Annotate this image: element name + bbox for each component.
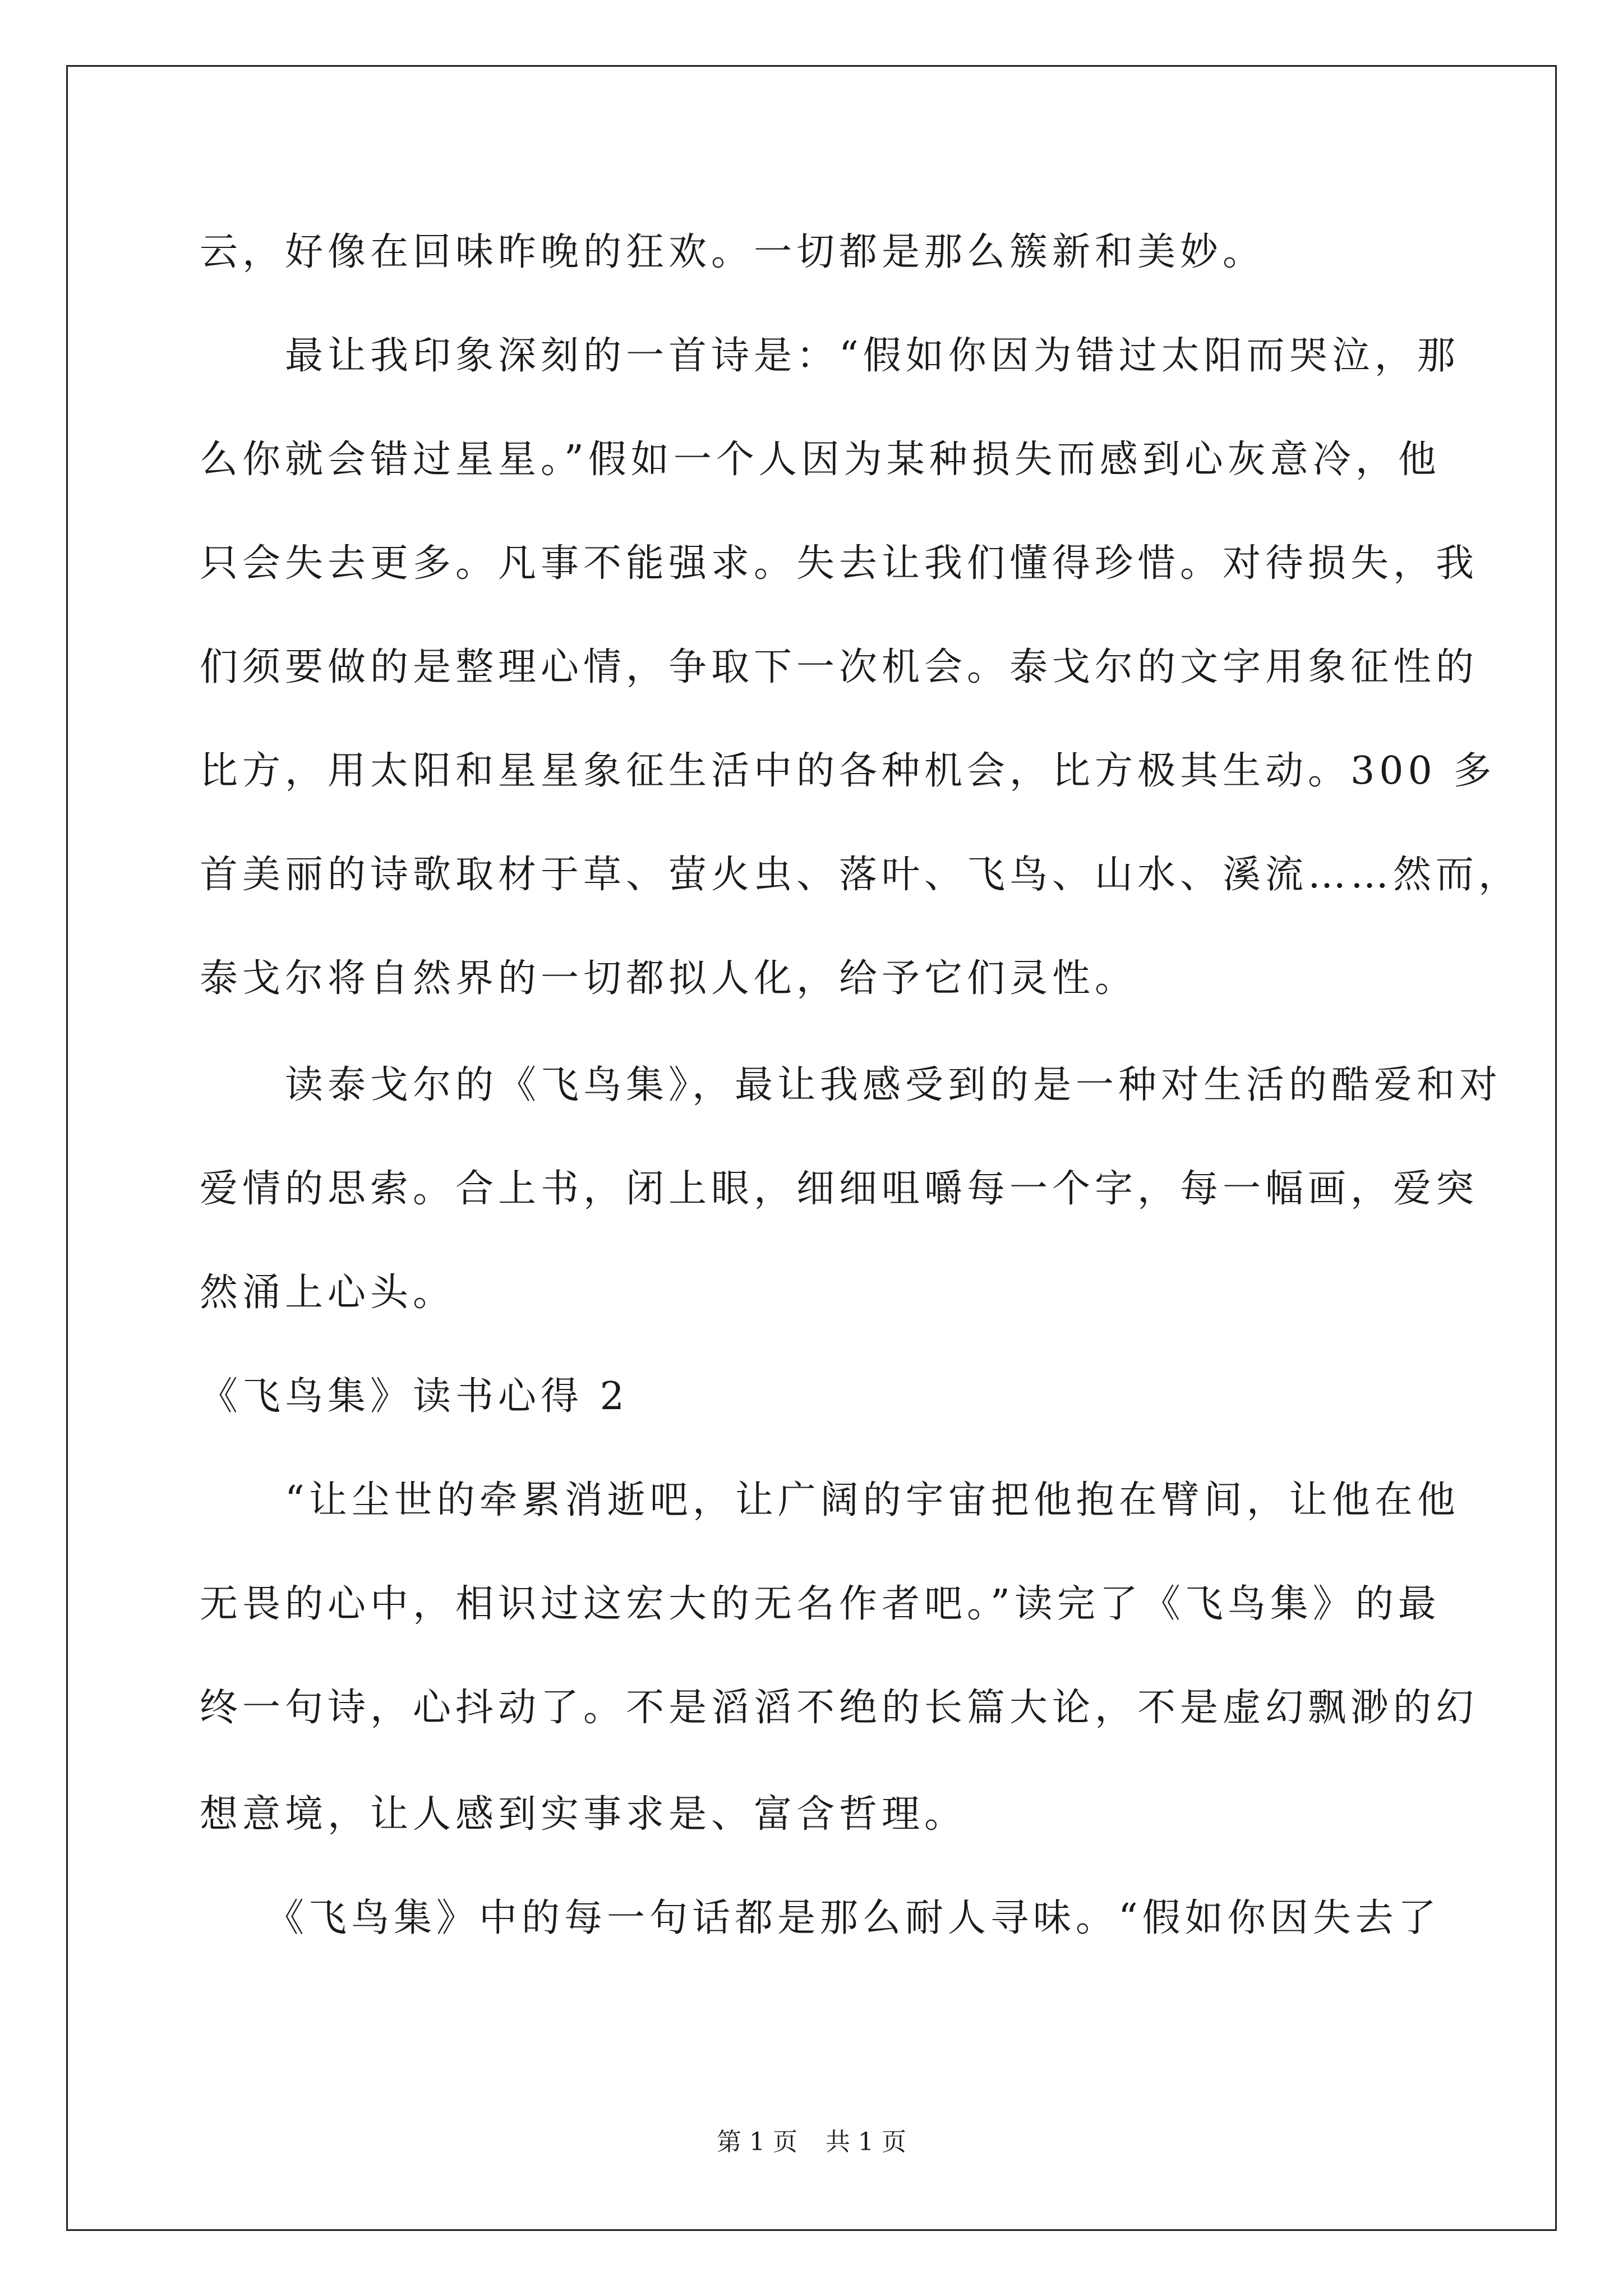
- text-line: 想意境，让人感到实事求是、富含哲理。: [200, 1792, 967, 1837]
- section-heading: 《飞鸟集》读书心得 2: [200, 1374, 629, 1419]
- text-line: 么你就会错过星星。”假如一个人因为某种损失而感到心灰意冷，他: [200, 438, 1441, 482]
- text-line: “让尘世的牵累消逝吧，让广阔的宇宙把他抱在臂间，让他在他: [200, 1478, 1460, 1522]
- text-line: 首美丽的诗歌取材于草、萤火虫、落叶、飞鸟、山水、溪流……然而，: [200, 853, 1521, 897]
- text-line: 读泰戈尔的《飞鸟集》，最让我感受到的是一种对生活的酷爱和对: [200, 1063, 1502, 1107]
- text-line: 终一句诗，心抖动了。不是滔滔不绝的长篇大论，不是虚幻飘渺的幻: [200, 1686, 1479, 1730]
- text-line: 无畏的心中，相识过这宏大的无名作者吧。”读完了《飞鸟集》的最: [200, 1582, 1441, 1626]
- text-line: 只会失去更多。凡事不能强求。失去让我们懂得珍惜。对待损失，我: [200, 541, 1479, 586]
- text-line: 最让我印象深刻的一首诗是：“假如你因为错过太阳而哭泣，那: [200, 334, 1460, 378]
- text-line: 爱情的思索。合上书，闭上眼，细细咀嚼每一个字，每一幅画，爱突: [200, 1167, 1479, 1211]
- text-line: 云，好像在回味昨晚的狂欢。一切都是那么簇新和美妙。: [200, 230, 1266, 274]
- text-line: 《飞鸟集》中的每一句话都是那么耐人寻味。“假如你因失去了: [200, 1896, 1441, 1940]
- page-number: 第 1 页: [717, 2128, 797, 2156]
- page-total: 共 1 页: [826, 2128, 906, 2156]
- text-line: 泰戈尔将自然界的一切都拟人化，给予它们灵性。: [200, 956, 1138, 1001]
- page-footer: [0, 2125, 1623, 2159]
- text-line: 们须要做的是整理心情，争取下一次机会。泰戈尔的文字用象征性的: [200, 645, 1479, 689]
- text-line: 然涌上心头。: [200, 1271, 456, 1315]
- text-line: 比方，用太阳和星星象征生活中的各种机会，比方极其生动。300 多: [200, 749, 1496, 793]
